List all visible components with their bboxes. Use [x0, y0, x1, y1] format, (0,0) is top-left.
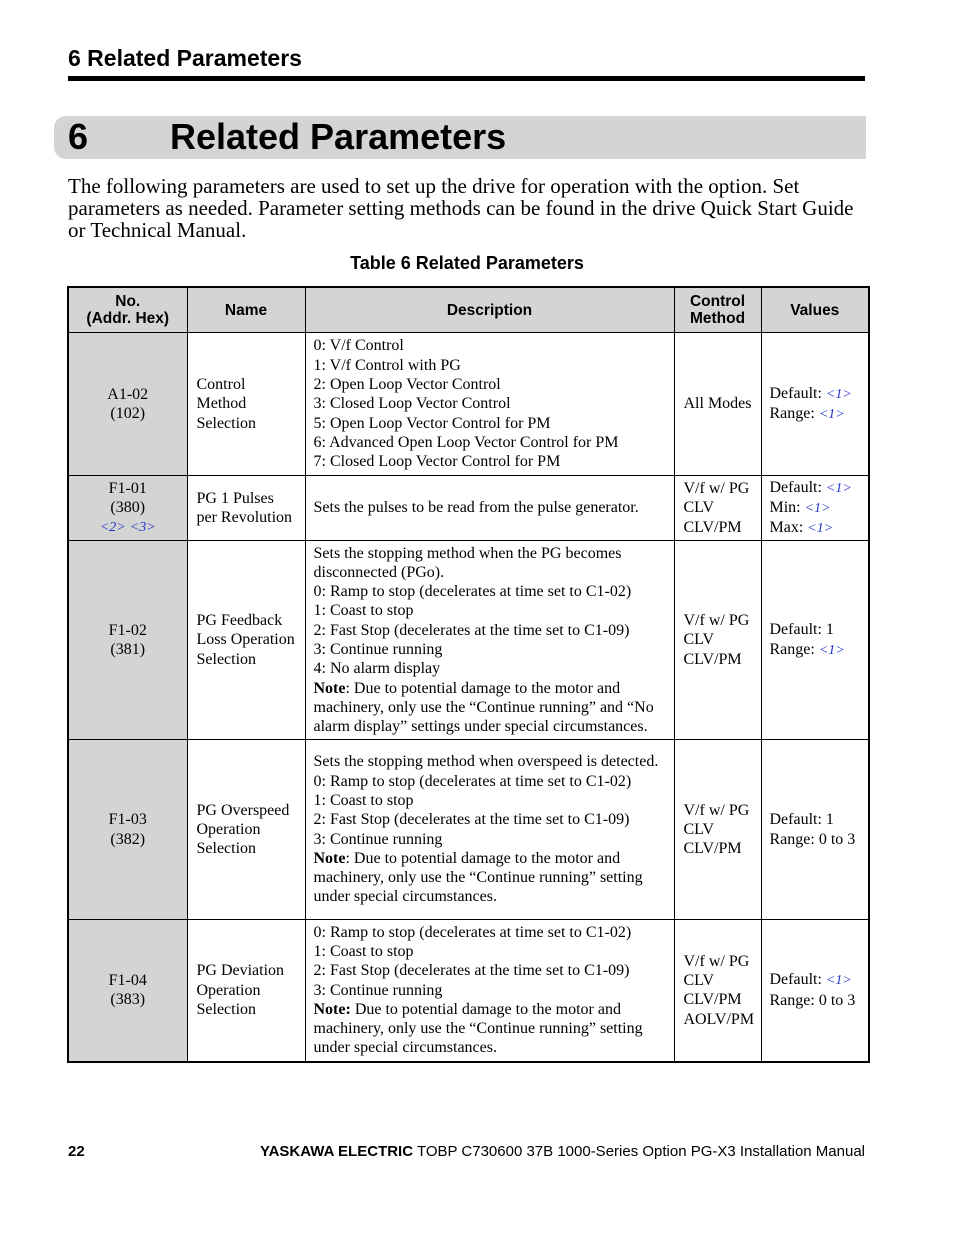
values-cell	[761, 920, 869, 1062]
footer-brand: YASKAWA ELECTRIC	[259, 1143, 414, 1160]
control-method: CLV/PM	[683, 840, 742, 858]
value-line	[770, 640, 867, 660]
param-number-cell	[68, 476, 187, 541]
value-line	[770, 970, 867, 990]
control-method: CLV	[683, 499, 715, 517]
param-name-line: PG Feedback	[196, 612, 283, 630]
control-method: AOLV/PM	[683, 1010, 755, 1028]
param-name-cell	[187, 740, 305, 920]
param-name-cell	[187, 476, 305, 541]
control-method-cell	[674, 476, 761, 541]
table-row	[68, 740, 869, 920]
value-label: Range:	[769, 640, 819, 658]
related-parameters-table	[67, 286, 870, 1063]
param-address: (102)	[110, 405, 146, 422]
note-text: : Due to potential damage to the motor and machinery, only use the “Continue running” setting under special circumstances.	[313, 849, 643, 906]
setting-option: 0: Ramp to stop (decelerates at time set to C1-02)	[313, 923, 632, 941]
section-number: 6	[68, 116, 89, 157]
value-line	[770, 478, 867, 498]
setting-option: 7: Closed Loop Vector Control for PM	[313, 453, 561, 471]
note-label: Note	[313, 849, 346, 867]
param-name-line: Selection	[196, 650, 257, 668]
value-label: Min:	[769, 498, 805, 516]
header-description: Description	[305, 287, 674, 333]
footnote-ref-link[interactable]: <1>	[825, 386, 852, 402]
param-name-line: Operation	[196, 981, 261, 999]
control-method: V/f w/ PG	[683, 480, 750, 498]
value-line	[770, 384, 867, 404]
setting-option: 1: Coast to stop	[313, 602, 414, 620]
control-method: V/f w/ PG	[683, 952, 750, 970]
note-text: : Due to potential damage to the motor and machinery, only use the “Continue running” and “No alarm display” settings under special circumstances.	[313, 679, 654, 736]
setting-option: 0: V/f Control	[313, 337, 404, 355]
description-intro: Sets the stopping method when overspeed is detected.	[313, 753, 659, 771]
values-cell	[761, 333, 869, 476]
setting-option: 0: Ramp to stop (decelerates at time set to C1-02)	[313, 772, 632, 790]
param-address: (381)	[110, 641, 146, 658]
values-cell	[761, 541, 869, 740]
value-line: Range: 0 to 3	[769, 830, 856, 848]
intro-paragraph: The following parameters are used to set up the drive for operation with the option. Set parameters as needed. Parameter setting methods can be found in the drive Quick Start Guide or Technical Manual.	[68, 174, 854, 242]
param-name-line: Loss Operation	[196, 631, 295, 649]
header-control-method	[674, 287, 761, 333]
param-description-cell	[305, 333, 674, 476]
table-row	[68, 920, 869, 1062]
value-line: Range: 0 to 3	[769, 991, 856, 1009]
control-method-cell	[674, 541, 761, 740]
header-no	[68, 287, 187, 333]
footer-manual-title	[260, 1141, 865, 1163]
header-no-line2: (Addr. Hex)	[86, 310, 170, 327]
footnote-ref-link[interactable]: <1>	[825, 973, 852, 989]
value-label: Default:	[769, 971, 826, 989]
table-row	[68, 476, 869, 541]
values-cell	[761, 476, 869, 541]
param-number: F1-01	[108, 479, 147, 497]
control-method: CLV/PM	[683, 518, 742, 536]
note-text: Due to potential damage to the motor and machinery, only use the “Continue running” setting under special circumstances.	[313, 1000, 643, 1057]
setting-option: 2: Open Loop Vector Control	[313, 376, 501, 394]
footnote-ref-link[interactable]: <1>	[818, 407, 845, 422]
setting-option: 3: Continue running	[313, 641, 443, 658]
control-method: CLV	[683, 631, 715, 649]
param-number: F1-02	[108, 621, 147, 639]
value-label: Max:	[769, 519, 808, 537]
control-method: CLV	[683, 971, 715, 989]
param-name-line: PG Overspeed	[196, 801, 290, 819]
table-header-row	[68, 287, 869, 333]
footnote-ref-link[interactable]: <1>	[825, 480, 852, 496]
setting-option: 3: Closed Loop Vector Control	[313, 395, 511, 413]
param-name-line: Method	[196, 395, 247, 413]
header-values: Values	[761, 287, 869, 333]
control-method: V/f w/ PG	[683, 612, 750, 630]
param-description-cell	[305, 740, 674, 920]
param-number: A1-02	[107, 385, 149, 403]
param-name-line: PG 1 Pulses	[196, 489, 274, 507]
setting-option: 6: Advanced Open Loop Vector Control for PM	[313, 433, 619, 451]
description-note	[314, 679, 670, 737]
param-number-cell	[68, 920, 187, 1062]
setting-option: 2: Fast Stop (decelerates at the time set to C1-09)	[313, 962, 630, 980]
control-method: All Modes	[683, 395, 752, 413]
description-intro: Sets the stopping method when the PG becomes disconnected (PGo).	[313, 544, 622, 581]
param-name-line: Selection	[196, 1000, 257, 1018]
footnote-ref-link[interactable]: <1>	[804, 500, 831, 516]
param-address: (382)	[110, 830, 146, 848]
note-label: Note:	[313, 1000, 351, 1018]
footnote-ref-link[interactable]: <2>	[99, 520, 126, 536]
param-footnote-refs	[73, 517, 183, 537]
value-line	[770, 404, 867, 424]
param-name-line: Operation	[196, 820, 261, 838]
header-control-line2: Method	[689, 310, 746, 327]
param-description-cell	[305, 541, 674, 740]
control-method: CLV	[683, 820, 715, 838]
setting-option: 3: Continue running	[313, 981, 443, 999]
description-text: Sets the pulses to be read from the pulse generator.	[313, 499, 639, 517]
param-name-cell	[187, 333, 305, 476]
footnote-ref-link[interactable]: <1>	[818, 642, 845, 658]
control-method: CLV/PM	[683, 650, 742, 668]
param-description-cell	[305, 920, 674, 1062]
setting-option: 2: Fast Stop (decelerates at the time set to C1-09)	[313, 621, 630, 639]
setting-option: 1: Coast to stop	[313, 791, 414, 809]
control-method: CLV/PM	[683, 991, 742, 1009]
value-label: Default:	[769, 478, 826, 496]
param-name-line: Selection	[196, 414, 257, 432]
description-note	[314, 849, 670, 907]
value-line: Default: 1	[769, 621, 834, 639]
setting-option: 1: V/f Control with PG	[313, 356, 461, 374]
header-rule	[68, 76, 865, 81]
setting-option: 3: Continue running	[313, 830, 443, 848]
page-footer	[68, 1141, 865, 1163]
param-name-line: Control	[196, 376, 246, 394]
param-number-cell	[68, 541, 187, 740]
param-number: F1-04	[108, 971, 147, 989]
param-description-cell	[305, 476, 674, 541]
setting-option: 2: Fast Stop (decelerates at the time set to C1-09)	[313, 811, 630, 829]
control-method-cell	[674, 920, 761, 1062]
value-label: Range:	[769, 405, 819, 422]
value-label: Default:	[769, 384, 826, 402]
footnote-ref-link[interactable]: <3>	[129, 520, 156, 536]
param-address: (383)	[110, 991, 146, 1009]
control-method: V/f w/ PG	[683, 801, 750, 819]
page-number: 22	[68, 1143, 85, 1160]
param-number-cell	[68, 740, 187, 920]
param-name-line: Selection	[196, 840, 257, 858]
setting-option: 1: Coast to stop	[313, 943, 414, 960]
value-line: Default: 1	[769, 811, 834, 829]
setting-option: 4: No alarm display	[313, 660, 441, 678]
header-control-line1: Control	[689, 293, 746, 310]
footnote-ref-link[interactable]: <1>	[807, 521, 834, 537]
values-cell	[761, 740, 869, 920]
table-caption: Table 6 Related Parameters	[350, 253, 584, 273]
running-header: 6 Related Parameters	[68, 45, 302, 71]
note-label: Note	[313, 679, 346, 697]
param-name-line: PG Deviation	[196, 962, 285, 980]
header-no-line1: No.	[115, 293, 141, 310]
param-name-cell	[187, 920, 305, 1062]
table-row	[68, 333, 869, 476]
setting-option: 5: Open Loop Vector Control for PM	[313, 414, 551, 432]
control-method-cell	[674, 740, 761, 920]
param-name-cell	[187, 541, 305, 740]
table-row	[68, 541, 869, 740]
setting-option: 0: Ramp to stop (decelerates at time set to C1-02)	[313, 583, 632, 601]
value-line	[770, 498, 867, 518]
header-name: Name	[187, 287, 305, 333]
control-method-cell	[674, 333, 761, 476]
param-name-line: per Revolution	[196, 509, 293, 526]
param-number-cell	[68, 333, 187, 476]
section-title: Related Parameters	[170, 116, 507, 157]
description-note	[314, 1000, 670, 1058]
param-address: (380)	[110, 498, 146, 516]
param-number: F1-03	[108, 811, 147, 829]
footer-manual-name: TOBP C730600 37B 1000-Series Option PG-X3 Installation Manual	[413, 1143, 865, 1160]
value-line	[770, 518, 867, 538]
